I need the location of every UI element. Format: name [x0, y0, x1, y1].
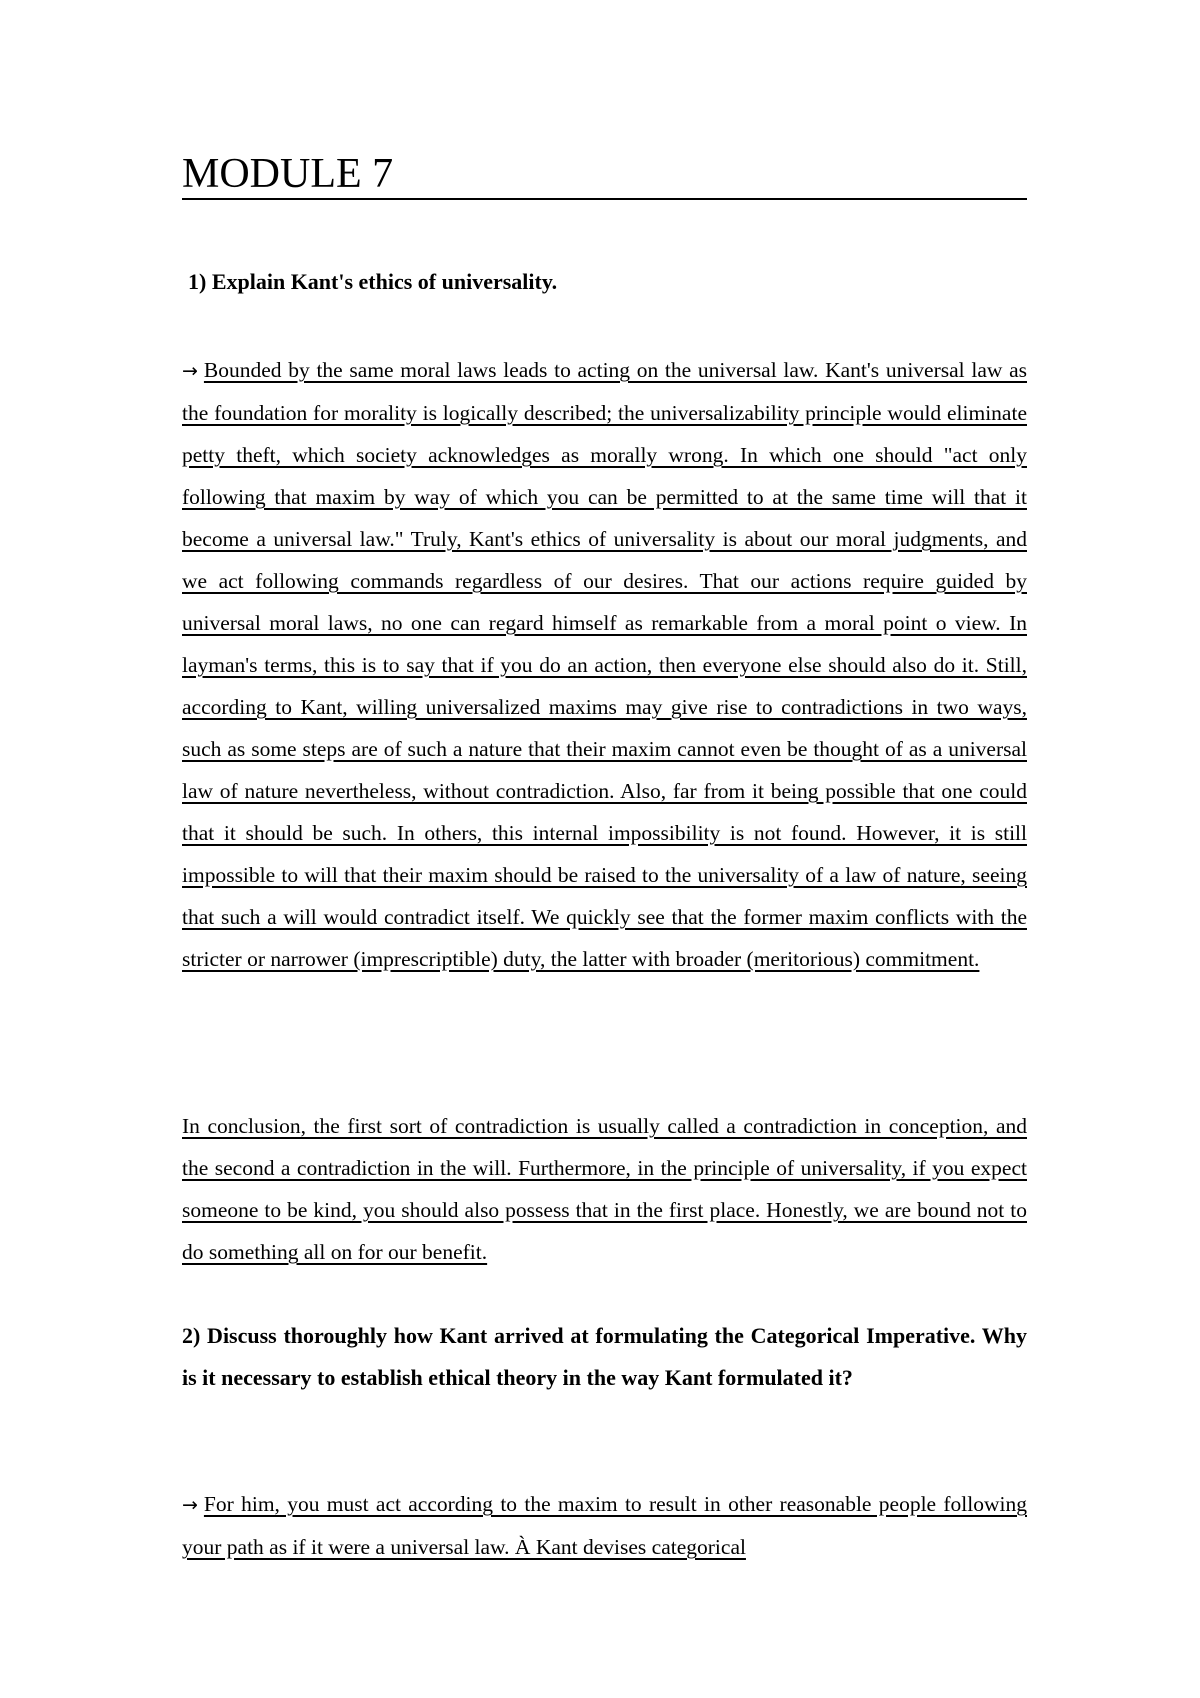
answer-1-conclusion [182, 1105, 1027, 1273]
answer-2 [182, 1483, 1027, 1568]
question-2: 2) Discuss thoroughly how Kant arrived at formulating the Categorical Imperative. Why is it necessary to establish ethical theory in the way Kant formulated it? [182, 1323, 1027, 1390]
answer-1-text: Bounded by the same moral laws leads to acting on the universal law. Kant's universal law as the foundation for morality is logically described; the universalizability principle would eliminate petty theft, which society acknowledges as morally wrong. In which one should "act only following that maxim by way of which you can be permitted to at the same time will that it become a universal law." Truly, Kant's ethics of universality is about our moral judgments, and we act following commands regardless of our desires. That our actions require guided by universal moral laws, no one can regard himself as remarkable from a moral point o view. In layman's terms, this is to say that if you do an action, then everyone else should also do it. Still, according to Kant, willing universalized maxims may give rise to contradictions in two ways, such as some steps are of such a nature that their maxim cannot even be thought of as a universal law of nature nevertheless, without contradiction. Also, far from it being possible that one could that it should be such. In others, this internal impossibility is not found. However, it is still impossible to will that their maxim should be raised to the universality of a law of nature, seeing that such a will would contradict itself. We quickly see that the former maxim conflicts with the stricter or narrower (imprescriptible) duty, the latter with broader (meritorious) commitment. [182, 358, 1027, 971]
module-title: MODULE 7 [182, 151, 394, 197]
title-underline [182, 198, 1027, 200]
question-1: 1) Explain Kant's ethics of universality. [188, 269, 558, 294]
arrow-right-icon: → [182, 360, 198, 382]
arrow-right-icon: → [182, 1494, 198, 1516]
answer-2-text: For him, you must act according to the maxim to result in other reasonable people following your path as if it were a universal law. À Kant devises categorical [182, 1492, 1027, 1559]
answer-1 [182, 349, 1027, 980]
answer-1-conclusion-text: In conclusion, the first sort of contradiction is usually called a contradiction in conception, and the second a contradiction in the will. Furthermore, in the principle of universality, if you expect someone to be kind, you should also possess that in the first place. Honestly, we are bound not to do something all on for our benefit. [182, 1114, 1027, 1264]
